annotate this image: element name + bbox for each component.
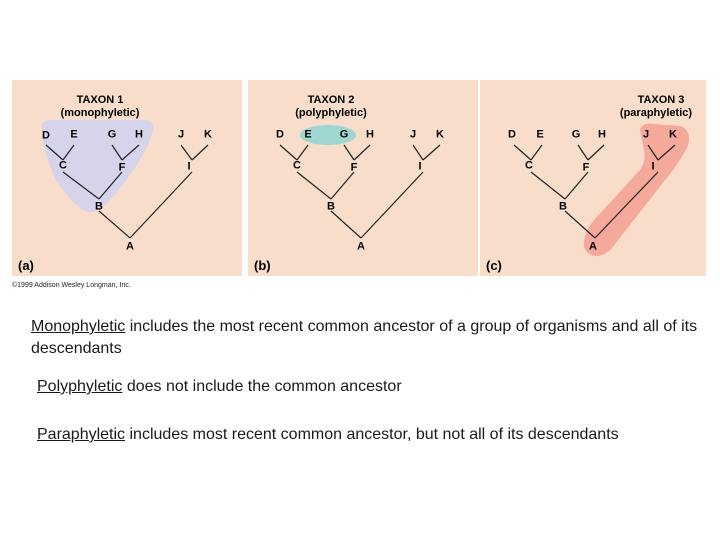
taxon-title: TAXON 1 bbox=[76, 94, 124, 106]
panel-letter: (b) bbox=[254, 258, 271, 273]
node-label-k: K bbox=[204, 128, 212, 141]
definition-text: includes the most recent common ancestor of a group of organisms and all of its descendants bbox=[31, 318, 698, 357]
taxon-subtitle: (monophyletic) bbox=[60, 107, 140, 119]
node-label-b: B bbox=[559, 200, 567, 213]
node-label-g: G bbox=[571, 128, 581, 141]
node-label-f: F bbox=[582, 161, 590, 174]
node-label-a: A bbox=[357, 240, 365, 253]
node-label-h: H bbox=[135, 128, 143, 141]
panel-letter: (a) bbox=[18, 258, 34, 273]
panel-polyphyletic bbox=[248, 80, 478, 276]
node-label-e: E bbox=[70, 128, 78, 141]
node-label-b: B bbox=[327, 200, 335, 213]
node-label-i: I bbox=[187, 160, 191, 173]
paraphyletic-highlight bbox=[584, 124, 689, 256]
node-label-d: D bbox=[42, 129, 50, 142]
definition-text: includes most recent common ancestor, but not all of its descendants bbox=[125, 426, 619, 443]
panel-paraphyletic bbox=[480, 80, 706, 276]
node-label-i: I bbox=[651, 160, 655, 173]
node-label-d: D bbox=[508, 128, 516, 141]
node-label-e: E bbox=[304, 128, 312, 141]
term-paraphyletic: Paraphyletic bbox=[37, 426, 126, 443]
definition-paraphyletic bbox=[37, 424, 627, 446]
panel-monophyletic bbox=[12, 80, 242, 276]
copyright-notice: ©1999 Addison Wesley Longman, Inc. bbox=[12, 282, 131, 289]
node-label-g: G bbox=[107, 128, 117, 141]
node-label-h: H bbox=[366, 128, 374, 141]
panel-letter: (c) bbox=[486, 258, 502, 273]
taxon-subtitle: (paraphyletic) bbox=[619, 107, 693, 119]
node-label-g: G bbox=[339, 128, 349, 141]
definition-text: does not include the common ancestor bbox=[122, 378, 402, 395]
taxon-title: TAXON 3 bbox=[637, 94, 685, 106]
node-label-i: I bbox=[418, 160, 422, 173]
node-label-h: H bbox=[598, 128, 606, 141]
taxon-subtitle: (polyphyletic) bbox=[295, 107, 367, 119]
node-label-j: J bbox=[642, 128, 650, 141]
node-label-j: J bbox=[177, 128, 185, 141]
node-label-j: J bbox=[409, 128, 417, 141]
term-monophyletic: Monophyletic bbox=[31, 318, 126, 335]
node-label-d: D bbox=[276, 128, 284, 141]
definition-monophyletic bbox=[31, 316, 701, 360]
node-label-k: K bbox=[436, 128, 444, 141]
node-label-f: F bbox=[350, 161, 358, 174]
node-label-c: C bbox=[525, 159, 533, 172]
definition-polyphyletic bbox=[37, 376, 697, 398]
node-label-c: C bbox=[59, 159, 67, 172]
node-label-a: A bbox=[126, 240, 134, 253]
node-label-k: K bbox=[669, 128, 677, 141]
node-label-b: B bbox=[95, 200, 103, 213]
term-polyphyletic: Polyphyletic bbox=[37, 378, 123, 395]
node-label-c: C bbox=[293, 159, 301, 172]
node-label-f: F bbox=[118, 161, 126, 174]
taxon-title: TAXON 2 bbox=[307, 94, 355, 106]
node-label-e: E bbox=[536, 128, 544, 141]
node-label-a: A bbox=[589, 240, 597, 253]
